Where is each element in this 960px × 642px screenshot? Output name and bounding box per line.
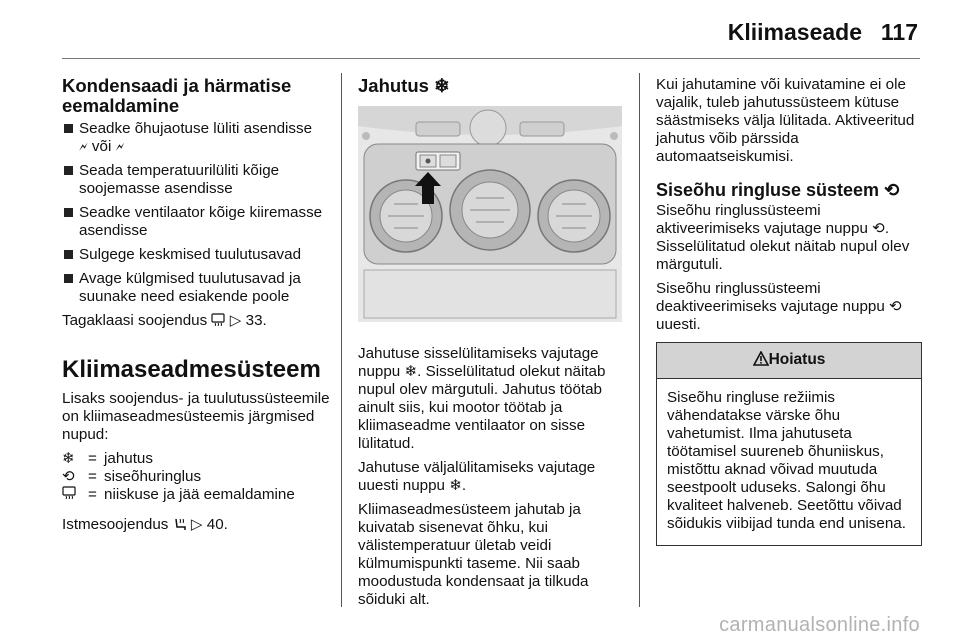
list-item: Seada temperatuurilüliti kõige soojemasse asendisse	[62, 162, 330, 198]
bullet-icon	[64, 250, 73, 259]
column-3	[656, 76, 922, 546]
warning-header: Hoiatus	[657, 343, 921, 379]
seat-heater-icon	[173, 517, 187, 531]
snowflake-icon: ❄	[62, 450, 75, 467]
recirc-on-text: Siseõhu ringlussüsteemi aktiveerimiseks vajutage nuppu ⟲. Sisselülitatud olekut näitab nupul olev märgutuli.	[656, 202, 910, 273]
column-1	[62, 76, 330, 540]
bullet-icon	[64, 208, 73, 217]
list-item: Seadke õhujaotuse lüliti asendisse 🗲 või 🗲	[62, 120, 330, 156]
seat-heat-reference: Istmesoojendus ▷ 40.	[62, 516, 228, 533]
section-title-ac: Kliimaseadmesüsteem	[62, 356, 321, 383]
rear-defrost-icon	[62, 486, 88, 504]
column-2	[358, 76, 624, 615]
snowflake-icon: ❄	[434, 75, 450, 96]
recirc-off-text: Siseõhu ringlussüsteemi deaktiveerimiseks vajutage nuppu ⟲ uuesti.	[656, 280, 902, 333]
column-divider-1	[341, 73, 342, 607]
list-item: Seadke ventilaator kõige kiiremasse asendisse	[62, 204, 330, 240]
ac-intro: Lisaks soojendus- ja tuulutussüsteemile on kliimaseadmesüsteemis järgmised nupud:	[62, 390, 330, 443]
header-divider	[62, 58, 920, 59]
bullet-icon	[64, 166, 73, 175]
cooling-on-text: Jahutuse sisselülitamiseks vajutage nuppu ❄. Sisselülitatud olekut näitab nupul olev märgutuli. Jahutus töötab ainult siis, kui mootor töötab ja kliimaseadme ventilaator on sisse lülitatud.	[358, 345, 606, 452]
bullet-icon	[64, 274, 73, 283]
cooling-economy-text: Kui jahutamine või kuivatamine ei ole vajalik, tuleb jahutussüsteem kütuse säästmiseks välja lülitada. Aktiveeritud jahutus võib pärssida automaatseiskumisi.	[656, 76, 915, 165]
climate-panel-photo	[358, 106, 622, 322]
reference-arrow-icon: ▷	[229, 312, 242, 329]
section-heading-defrost: Kondensaadi ja härmatise eemaldamine	[62, 75, 292, 116]
warning-triangle-icon	[753, 351, 769, 366]
windscreen-footwell-airflow-icon: 🗲	[115, 139, 125, 154]
rear-defrost-icon	[211, 313, 225, 326]
column-divider-2	[639, 73, 640, 607]
windscreen-airflow-icon: 🗲	[79, 139, 88, 154]
watermark: carmanualsonline.info	[719, 614, 920, 636]
reference-arrow-icon: ▷	[190, 516, 203, 533]
bullet-icon	[64, 124, 73, 133]
symbol-legend: ❄ = jahutus ⟲ = siseõhuringlus = niiskuse ja jää eemaldamine	[62, 450, 295, 503]
recirculation-icon: ⟲	[62, 468, 75, 485]
rear-window-reference: Tagaklaasi soojendus ▷ 33.	[62, 312, 267, 329]
cooling-info-text: Kliimaseadmesüsteem jahutab ja kuivatab sisenevat õhku, kui välistemperatuur ületab veidi külmumispunkti taseme. Nii saab moodustuda kondensaat ja tilkuda sõiduki alt.	[358, 501, 589, 608]
list-item: Sulgege keskmised tuulutusavad	[62, 246, 330, 264]
section-heading-recirculation: Siseõhu ringluse süsteem ⟲	[656, 180, 900, 200]
section-heading-cooling: Jahutus ❄	[358, 75, 450, 96]
recirculation-icon: ⟲	[884, 180, 900, 200]
warning-text: Siseõhu ringluse režiimis vähendatakse värske õhu vahetumist. Ilma jahutuseta töötamisel suureneb õhuniiskus, mistõttu aknad võivad muutuda seestpoolt uduseks. Salongi õhu kvaliteet halveneb. Seetõttu võivad sõidukis viibijad tunda end unisena.	[667, 389, 906, 532]
warning-box	[656, 342, 922, 546]
page-title: Kliimaseade	[727, 19, 862, 45]
list-item: Avage külgmised tuulutusavad ja suunake need esiakende poole	[62, 270, 330, 306]
cooling-off-text: Jahutuse väljalülitamiseks vajutage uuesti nuppu ❄.	[358, 459, 596, 494]
page-number: 117	[880, 19, 918, 45]
